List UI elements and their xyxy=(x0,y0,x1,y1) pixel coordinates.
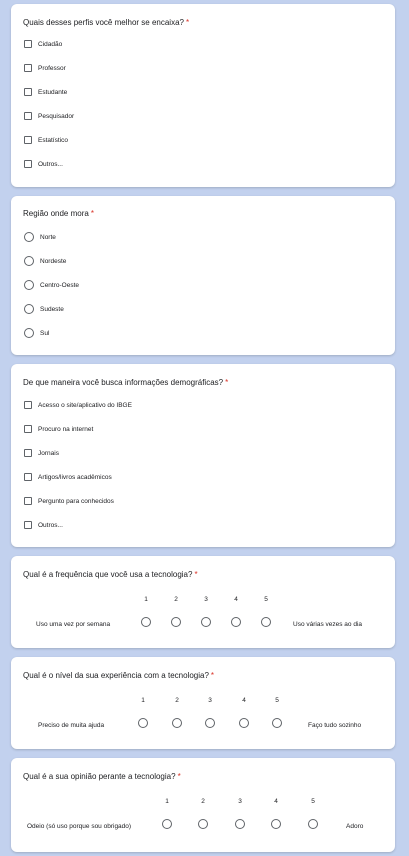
checkbox-option-professor[interactable]: Professor xyxy=(24,62,66,74)
radio-option-norte[interactable]: Norte xyxy=(24,231,56,243)
checkbox-option-estatistico[interactable]: Estatístico xyxy=(24,134,68,146)
checkbox[interactable] xyxy=(24,40,32,48)
scale-radio-1[interactable] xyxy=(162,819,172,829)
checkbox[interactable] xyxy=(24,473,32,481)
question-title: Qual é a sua opinião perante a tecnologia? * xyxy=(23,772,181,781)
required-asterisk: * xyxy=(177,772,181,781)
checkbox[interactable] xyxy=(24,497,32,505)
question-card-frequency xyxy=(11,556,395,648)
scale-number: 5 xyxy=(311,798,315,805)
question-card-opinion xyxy=(11,758,395,852)
checkbox[interactable] xyxy=(24,136,32,144)
checkbox[interactable] xyxy=(24,425,32,433)
question-title: Qual é a frequência que você usa a tecnologia? * xyxy=(23,570,198,579)
scale-radio-2[interactable] xyxy=(172,718,182,728)
scale-low-label: Preciso de muita ajuda xyxy=(38,722,105,729)
scale-number: 2 xyxy=(175,697,179,704)
checkbox-option-internet[interactable]: Procuro na internet xyxy=(24,423,93,435)
checkbox-option-estudante[interactable]: Estudante xyxy=(24,86,67,98)
scale-radio-4[interactable] xyxy=(231,617,241,627)
scale-number: 1 xyxy=(165,798,169,805)
scale-number: 4 xyxy=(234,596,238,603)
checkbox[interactable] xyxy=(24,521,32,529)
scale-number: 2 xyxy=(201,798,205,805)
checkbox-option-outros[interactable]: Outros... xyxy=(24,158,63,170)
question-title: Quais desses perfis você melhor se encaixa? * xyxy=(23,18,190,27)
checkbox-option-ibge[interactable]: Acesso o site/aplicativo do IBGE xyxy=(24,399,132,411)
radio-option-nordeste[interactable]: Nordeste xyxy=(24,255,66,267)
checkbox[interactable] xyxy=(24,64,32,72)
required-asterisk: * xyxy=(90,209,94,218)
question-title: Qual é o nível da sua experiência com a tecnologia? * xyxy=(23,671,215,680)
radio-option-centro-oeste[interactable]: Centro-Oeste xyxy=(24,279,79,291)
radio-button[interactable] xyxy=(24,232,34,242)
scale-number: 4 xyxy=(242,697,246,704)
scale-radio-1[interactable] xyxy=(138,718,148,728)
scale-number: 1 xyxy=(141,697,145,704)
question-card-info-source xyxy=(11,364,395,547)
checkbox-option-cidadao[interactable]: Cidadão xyxy=(24,38,62,50)
checkbox[interactable] xyxy=(24,160,32,168)
radio-button[interactable] xyxy=(24,304,34,314)
scale-number: 5 xyxy=(264,596,268,603)
scale-number: 4 xyxy=(274,798,278,805)
scale-radio-5[interactable] xyxy=(308,819,318,829)
checkbox-option-conhecidos[interactable]: Pergunto para conhecidos xyxy=(24,495,114,507)
radio-option-sul[interactable]: Sul xyxy=(24,327,49,339)
question-title: De que maneira você busca informações demográficas? * xyxy=(23,378,229,387)
question-card-profile xyxy=(11,4,395,187)
scale-radio-5[interactable] xyxy=(272,718,282,728)
scale-high-label: Uso várias vezes ao dia xyxy=(293,621,363,628)
scale-number: 1 xyxy=(144,596,148,603)
radio-button[interactable] xyxy=(24,256,34,266)
scale-radio-2[interactable] xyxy=(171,617,181,627)
scale-radio-3[interactable] xyxy=(235,819,245,829)
checkbox-option-artigos[interactable]: Artigos/livros acadêmicos xyxy=(24,471,112,483)
question-card-experience xyxy=(11,657,395,749)
checkbox-option-outros[interactable]: Outros... xyxy=(24,519,63,531)
scale-radio-4[interactable] xyxy=(271,819,281,829)
scale-number: 3 xyxy=(204,596,208,603)
scale-number: 5 xyxy=(275,697,279,704)
scale-high-label: Faço tudo sozinho xyxy=(308,722,362,729)
required-asterisk: * xyxy=(185,18,190,27)
required-asterisk: * xyxy=(210,671,215,680)
radio-option-sudeste[interactable]: Sudeste xyxy=(24,303,64,315)
scale-number: 3 xyxy=(238,798,242,805)
checkbox[interactable] xyxy=(24,449,32,457)
question-card-region xyxy=(11,196,395,355)
scale-high-label: Adoro xyxy=(346,823,364,830)
scale-number: 2 xyxy=(174,596,178,603)
checkbox[interactable] xyxy=(24,88,32,96)
required-asterisk: * xyxy=(194,570,198,579)
required-asterisk: * xyxy=(225,378,229,387)
scale-radio-3[interactable] xyxy=(201,617,211,627)
scale-radio-3[interactable] xyxy=(205,718,215,728)
scale-radio-1[interactable] xyxy=(141,617,151,627)
question-title: Região onde mora * xyxy=(23,209,94,218)
radio-button[interactable] xyxy=(24,280,34,290)
scale-radio-4[interactable] xyxy=(239,718,249,728)
scale-radio-5[interactable] xyxy=(261,617,271,627)
checkbox-option-jornais[interactable]: Jornais xyxy=(24,447,59,459)
checkbox[interactable] xyxy=(24,112,32,120)
checkbox-option-pesquisador[interactable]: Pesquisador xyxy=(24,110,74,122)
scale-low-label: Odeio (só uso porque sou obrigado) xyxy=(27,823,132,830)
scale-radio-2[interactable] xyxy=(198,819,208,829)
scale-number: 3 xyxy=(208,697,212,704)
scale-low-label: Uso uma vez por semana xyxy=(36,621,111,628)
checkbox[interactable] xyxy=(24,401,32,409)
radio-button[interactable] xyxy=(24,328,34,338)
